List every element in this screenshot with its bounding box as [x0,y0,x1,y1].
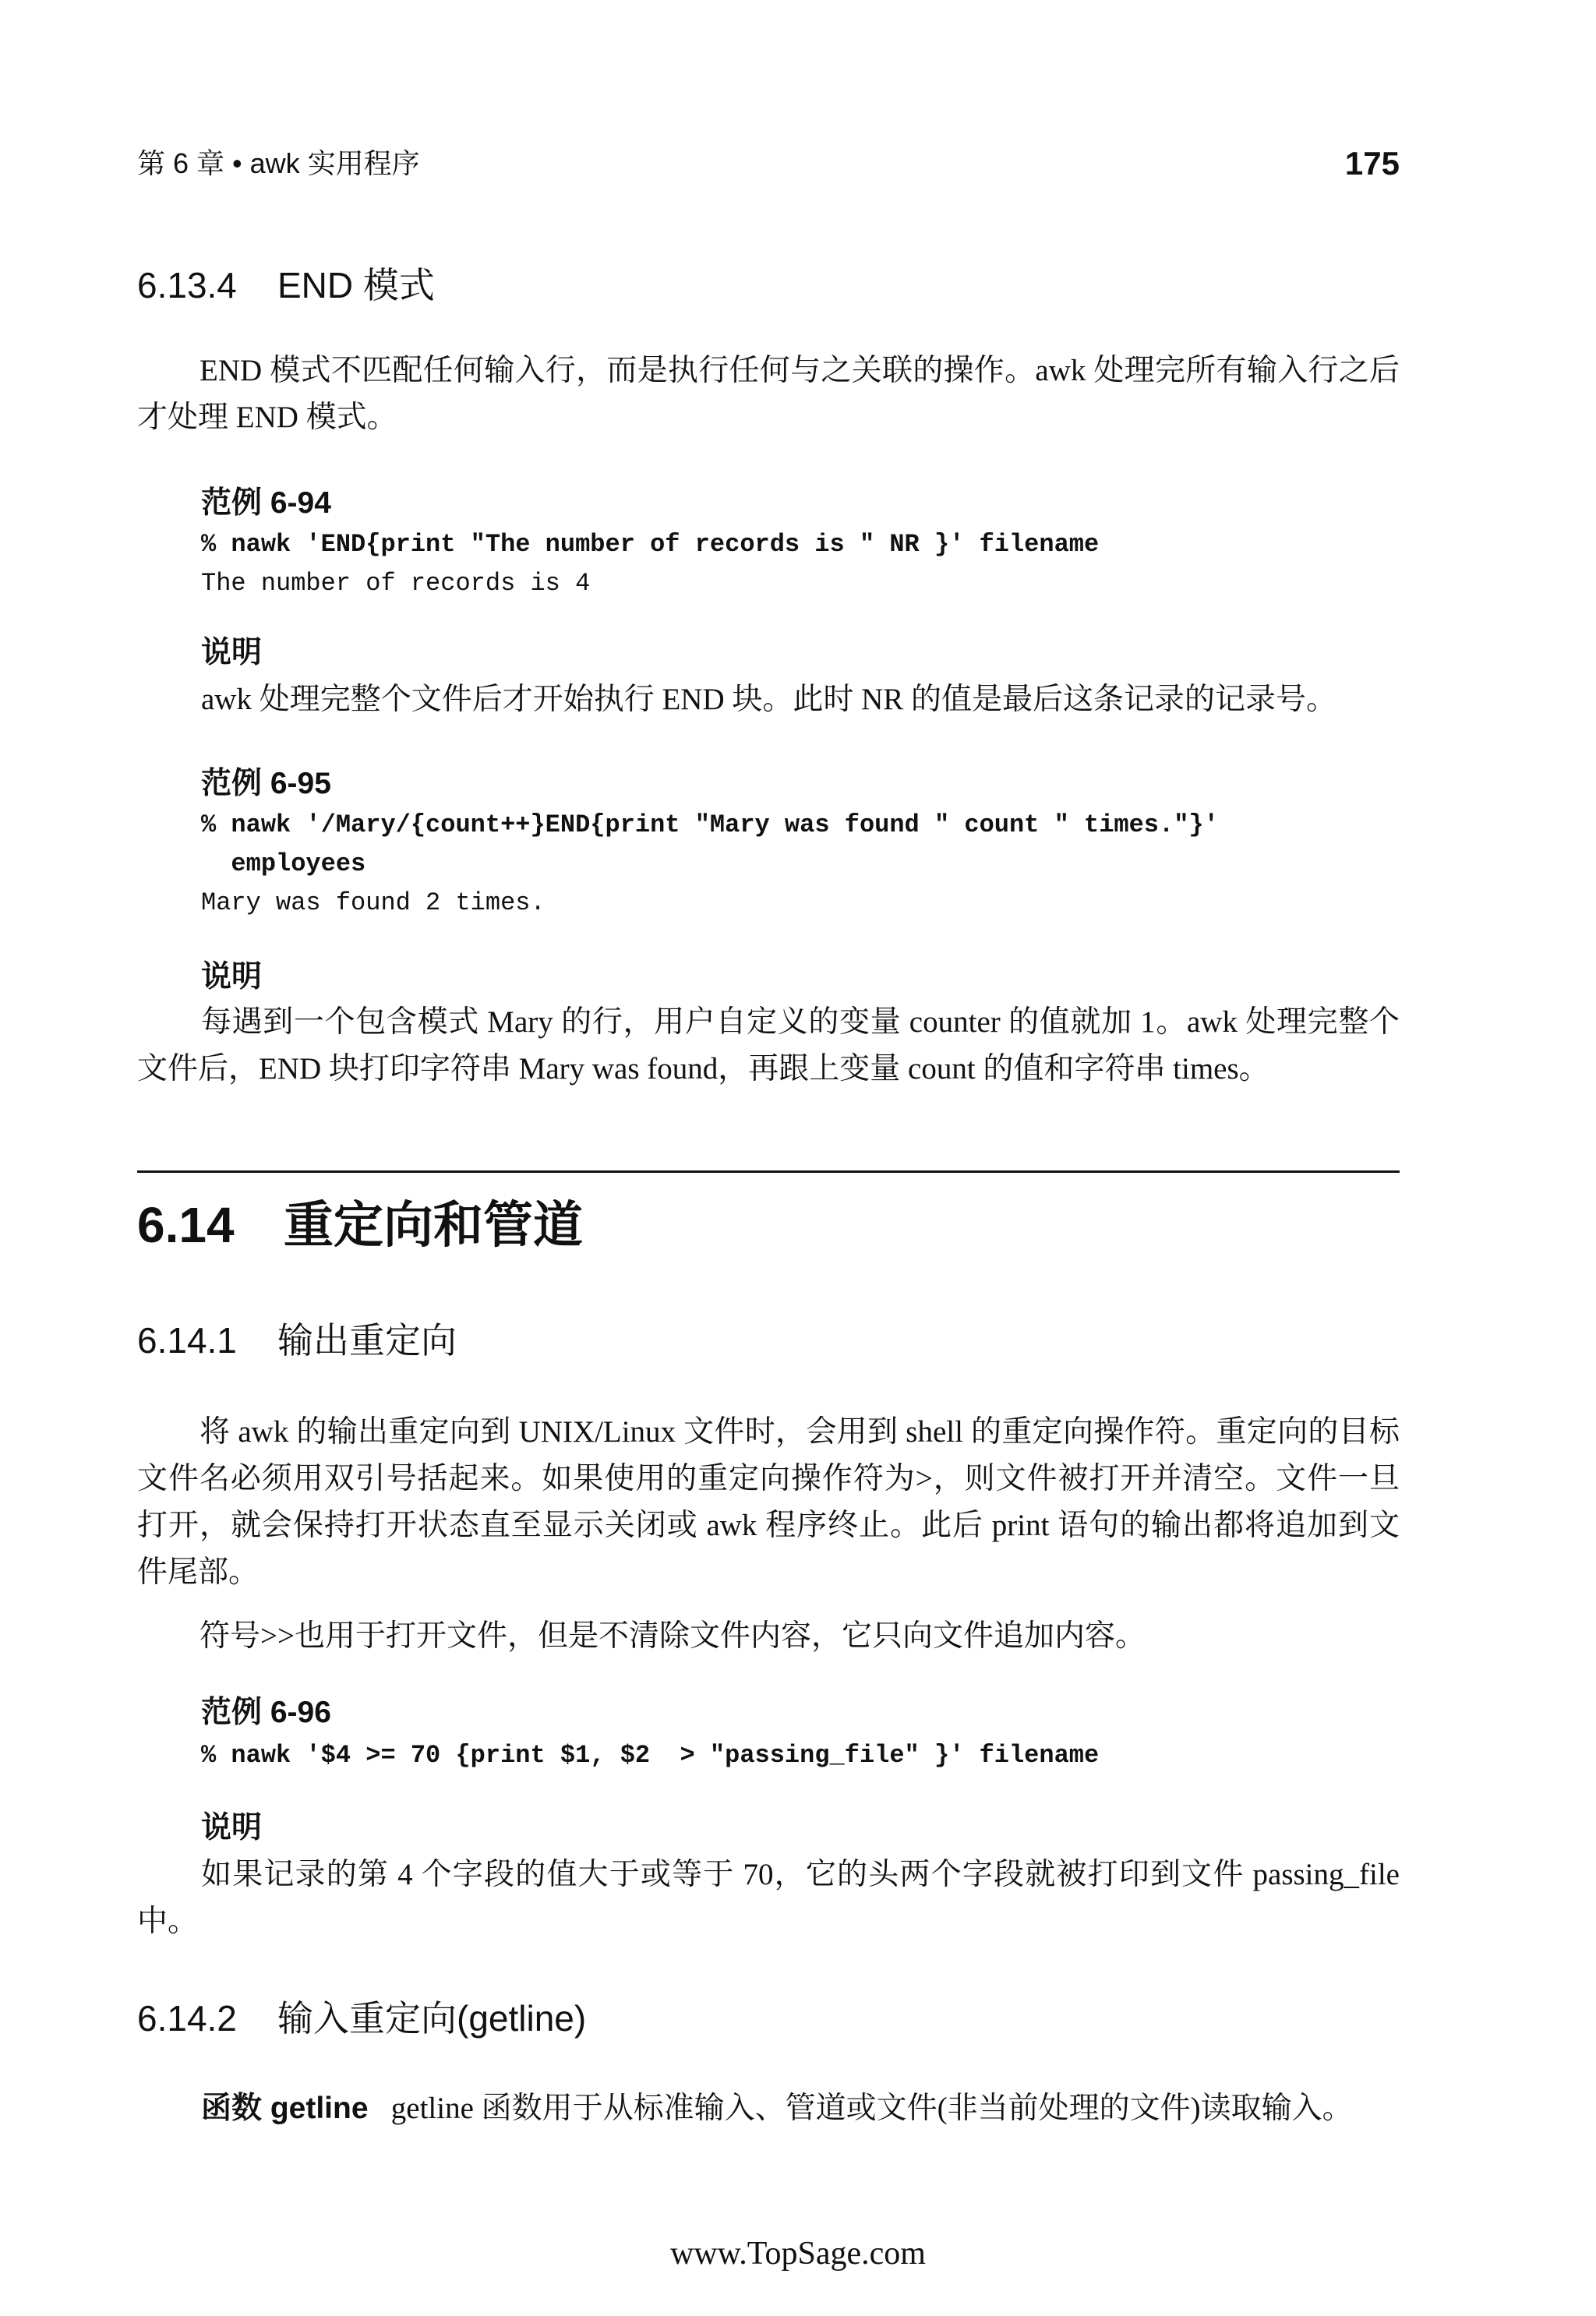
note-text-6-96: 如果记录的第 4 个字段的值大于或等于 70，它的头两个字段就被打印到文件 passing_file 中。 [137,1858,1400,1938]
note-label-6-96: 说明 [201,1811,263,1845]
chapter-label: 第 6 章 • awk 实用程序 [137,147,420,179]
section-heading-6-14-1 [137,1315,457,1365]
section-number: 6.14.2 [137,1998,237,2039]
example-label-6-96: 范例 6-96 [201,1696,331,1729]
paragraph-end-pattern-intro: END 模式不匹配任何输入行，而是执行任何与之关联的操作。awk 处理完所有输入行之后才处理 END 模式。 [137,354,1400,434]
section-title: 重定向和管道 [284,1197,583,1253]
section-title: END 模式 [277,265,435,305]
note-text-6-94: awk 处理完整个文件后才开始执行 END 块。此时 NR 的值是最后这条记录的记录号。 [201,683,1337,716]
section-heading-6-14 [137,1192,583,1258]
section-heading-6-14-2 [137,1993,586,2043]
paragraph-output-redirection: 将 awk 的输出重定向到 UNIX/Linux 文件时，会用到 shell 的重定向操作符。重定向的目标文件名必须用双引号括起来。如果使用的重定向操作符为>，则文件被打开并清空。文件一旦打开，就会保持打开状态直至显示关闭或 awk 程序终止。此后 print 语句的输出都将追加到文件尾部。 [137,1415,1400,1589]
code-command-6-94: % nawk 'END{print "The number of records is " NR }' filename [201,530,1100,559]
example-label-6-94: 范例 6-94 [201,486,331,520]
section-title: 输入重定向(getline) [277,1998,587,2039]
section-title: 输出重定向 [277,1320,457,1361]
section-divider [137,1170,1400,1173]
section-number: 6.14.1 [137,1320,237,1361]
footer-url: www.TopSage.com [670,2236,926,2272]
page-number: 175 [1344,145,1400,182]
example-label-6-95: 范例 6-95 [201,767,331,800]
running-head [137,142,1400,185]
section-number: 6.14 [137,1197,235,1253]
code-output-6-94: The number of records is 4 [201,569,591,598]
getline-description: getline 函数用于从标准输入、管道或文件(非当前处理的文件)读取输入。 [390,2092,1353,2125]
section-number: 6.13.4 [137,265,237,305]
code-command-6-95-line2: employees [201,849,366,878]
getline-term: 函数 getline [201,2092,369,2125]
note-label-6-95: 说明 [201,960,263,994]
paragraph-getline [137,2085,1400,2132]
note-text-6-95: 每遇到一个包含模式 Mary 的行，用户自定义的变量 counter 的值就加 1。awk 处理完整个文件后，END 块打印字符串 Mary was found，再跟上变量 count 的值和字符串 times。 [137,1005,1400,1086]
paragraph-append-operator: 符号>>也用于打开文件，但是不清除文件内容，它只向文件追加内容。 [200,1619,1146,1653]
code-command-6-95-line1: % nawk '/Mary/{count++}END{print "Mary was found " count " times."}' [201,810,1219,839]
code-command-6-96: % nawk '$4 >= 70 {print $1, $2 > "passing_file" }' filename [201,1741,1100,1770]
note-label-6-94: 说明 [201,636,263,669]
code-output-6-95: Mary was found 2 times. [201,888,546,917]
section-heading-6-13-4 [137,260,435,310]
